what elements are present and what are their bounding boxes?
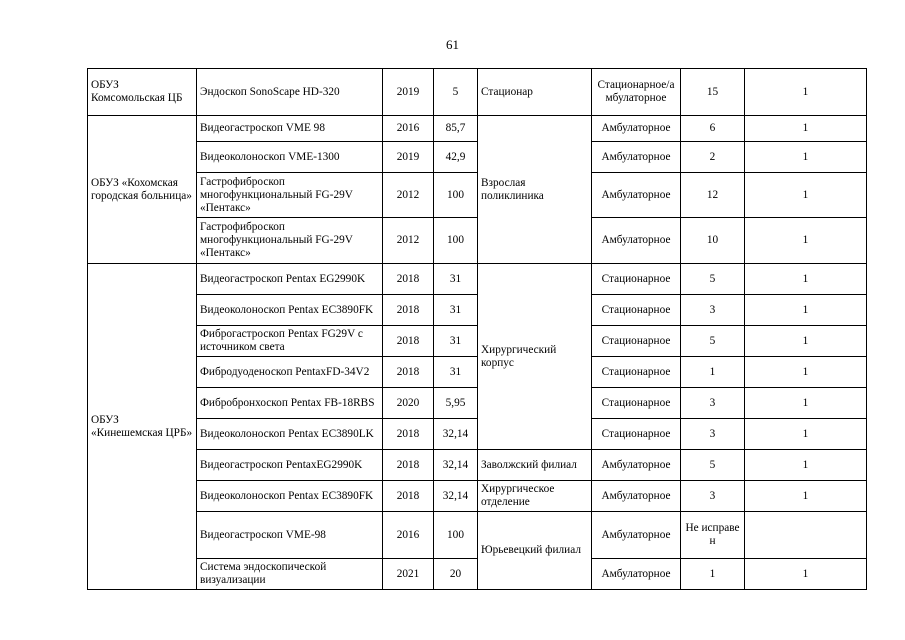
device-cell: Видеогастроскоп VME 98 <box>197 116 383 142</box>
department-cell: Стационар <box>478 69 592 116</box>
device-cell: Гастрофиброскоп многофункциональный FG-29V «Пентакс» <box>197 173 383 218</box>
year-cell: 2018 <box>383 419 434 450</box>
mode-cell: Амбулаторное <box>592 559 681 590</box>
department-cell: Хирургический корпус <box>478 264 592 450</box>
count-cell: 12 <box>681 173 745 218</box>
department-cell: Хирургическое отделение <box>478 481 592 512</box>
device-cell: Видеоколоноскоп Pentax EC3890LK <box>197 419 383 450</box>
count-cell: 3 <box>681 481 745 512</box>
page-number: 61 <box>446 37 459 52</box>
quantity-cell: 1 <box>745 142 867 173</box>
device-cell: Видеогастроскоп VME-98 <box>197 512 383 559</box>
year-cell: 2019 <box>383 142 434 173</box>
year-cell: 2018 <box>383 450 434 481</box>
quantity-cell: 1 <box>745 559 867 590</box>
device-cell: Видеоколоноскоп Pentax EC3890FK <box>197 295 383 326</box>
mode-cell: Амбулаторное <box>592 173 681 218</box>
table-row <box>88 357 867 388</box>
count-cell: 1 <box>681 559 745 590</box>
device-cell: Гастрофиброскоп многофункциональный FG-29V «Пентакс» <box>197 218 383 264</box>
quantity-cell: 1 <box>745 116 867 142</box>
device-cell: Видеогастроскоп Pentax EG2990K <box>197 264 383 295</box>
table-row <box>88 295 867 326</box>
quantity-cell: 1 <box>745 388 867 419</box>
year-cell: 2020 <box>383 388 434 419</box>
mode-cell: Амбулаторное <box>592 450 681 481</box>
wear-cell: 5 <box>434 69 478 116</box>
count-cell: 10 <box>681 218 745 264</box>
quantity-cell: 1 <box>745 69 867 116</box>
mode-cell: Стационарное <box>592 295 681 326</box>
quantity-cell: 1 <box>745 264 867 295</box>
quantity-cell: 1 <box>745 326 867 357</box>
table-row <box>88 512 867 559</box>
count-cell: 3 <box>681 388 745 419</box>
year-cell: 2012 <box>383 218 434 264</box>
device-cell: Видеогастроскоп PentaxEG2990K <box>197 450 383 481</box>
count-cell: 15 <box>681 69 745 116</box>
table-row <box>88 481 867 512</box>
year-cell: 2012 <box>383 173 434 218</box>
wear-cell: 31 <box>434 357 478 388</box>
organization-cell: ОБУЗ «Кохомская городская больница» <box>88 116 197 264</box>
mode-cell: Амбулаторное <box>592 512 681 559</box>
organization-cell: ОБУЗ «Кинешемская ЦРБ» <box>88 264 197 590</box>
equipment-table <box>87 68 867 590</box>
year-cell: 2018 <box>383 264 434 295</box>
year-cell: 2018 <box>383 295 434 326</box>
device-cell: Фиброгастроскоп Pentax FG29V с источником света <box>197 326 383 357</box>
quantity-cell: 1 <box>745 450 867 481</box>
department-cell: Взрослая поликлиника <box>478 116 592 264</box>
quantity-cell: 1 <box>745 173 867 218</box>
device-cell: Фибродуоденоскоп PentaxFD-34V2 <box>197 357 383 388</box>
table-row <box>88 326 867 357</box>
wear-cell: 85,7 <box>434 116 478 142</box>
table-row <box>88 116 867 142</box>
year-cell: 2018 <box>383 481 434 512</box>
count-cell: 1 <box>681 357 745 388</box>
mode-cell: Стационарное <box>592 419 681 450</box>
year-cell: 2016 <box>383 116 434 142</box>
count-cell: 5 <box>681 264 745 295</box>
count-cell: 6 <box>681 116 745 142</box>
count-cell: Не исправе н <box>681 512 745 559</box>
mode-cell: Амбулаторное <box>592 218 681 264</box>
table-row <box>88 173 867 218</box>
count-cell: 3 <box>681 419 745 450</box>
wear-cell: 32,14 <box>434 481 478 512</box>
mode-cell: Стационарное <box>592 326 681 357</box>
quantity-cell: 1 <box>745 357 867 388</box>
mode-cell: Стационарное <box>592 264 681 295</box>
count-cell: 2 <box>681 142 745 173</box>
mode-cell: Амбулаторное <box>592 116 681 142</box>
year-cell: 2018 <box>383 326 434 357</box>
table-row <box>88 419 867 450</box>
year-cell: 2019 <box>383 69 434 116</box>
year-cell: 2018 <box>383 357 434 388</box>
count-cell: 5 <box>681 450 745 481</box>
device-cell: Видеоколоноскоп Pentax EC3890FK <box>197 481 383 512</box>
quantity-cell: 1 <box>745 295 867 326</box>
count-cell: 5 <box>681 326 745 357</box>
wear-cell: 100 <box>434 512 478 559</box>
table-row <box>88 218 867 264</box>
quantity-cell: 1 <box>745 419 867 450</box>
device-cell: Система эндоскопической визуализации <box>197 559 383 590</box>
device-cell: Видеоколоноскоп VME-1300 <box>197 142 383 173</box>
department-cell: Заволжский филиал <box>478 450 592 481</box>
mode-cell: Стационарное/а мбулаторное <box>592 69 681 116</box>
mode-cell: Амбулаторное <box>592 142 681 173</box>
year-cell: 2016 <box>383 512 434 559</box>
department-cell: Юрьевецкий филиал <box>478 512 592 590</box>
organization-cell: ОБУЗ Комсомольская ЦБ <box>88 69 197 116</box>
quantity-cell: 1 <box>745 218 867 264</box>
table-row <box>88 142 867 173</box>
wear-cell: 5,95 <box>434 388 478 419</box>
wear-cell: 20 <box>434 559 478 590</box>
device-cell: Фибробронхоскоп Pentax FB-18RBS <box>197 388 383 419</box>
quantity-cell <box>745 512 867 559</box>
count-cell: 3 <box>681 295 745 326</box>
wear-cell: 42,9 <box>434 142 478 173</box>
wear-cell: 31 <box>434 264 478 295</box>
year-cell: 2021 <box>383 559 434 590</box>
wear-cell: 100 <box>434 218 478 264</box>
mode-cell: Стационарное <box>592 388 681 419</box>
table-row <box>88 388 867 419</box>
wear-cell: 100 <box>434 173 478 218</box>
mode-cell: Стационарное <box>592 357 681 388</box>
wear-cell: 31 <box>434 326 478 357</box>
mode-cell: Амбулаторное <box>592 481 681 512</box>
quantity-cell: 1 <box>745 481 867 512</box>
table-row <box>88 69 867 116</box>
table-row <box>88 450 867 481</box>
table-row <box>88 264 867 295</box>
wear-cell: 32,14 <box>434 419 478 450</box>
wear-cell: 31 <box>434 295 478 326</box>
table-row <box>88 559 867 590</box>
device-cell: Эндоскоп SonoScape HD-320 <box>197 69 383 116</box>
wear-cell: 32,14 <box>434 450 478 481</box>
